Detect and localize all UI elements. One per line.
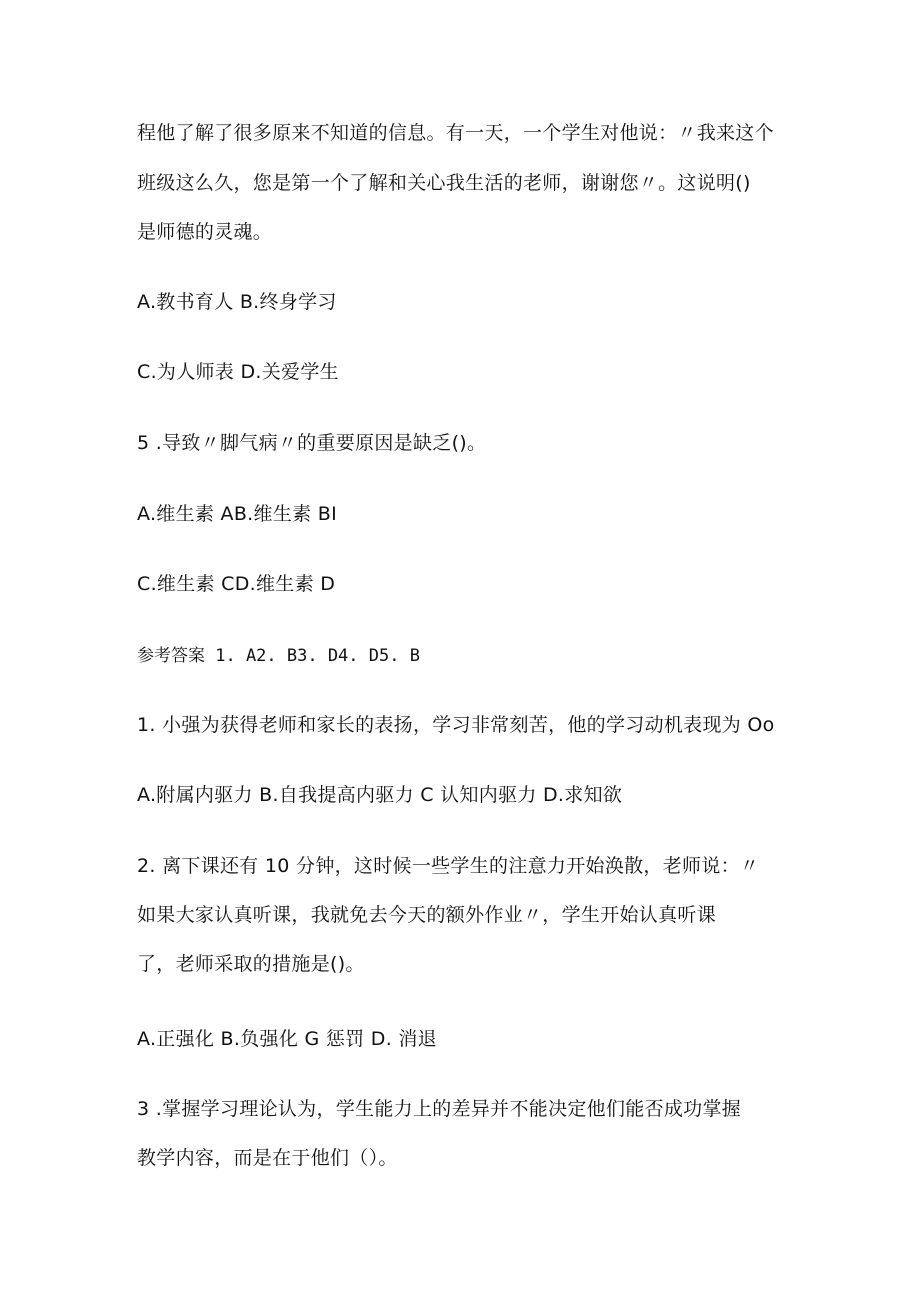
question-2-stem-line-2: 如果大家认真听课，我就免去今天的额外作业〃，学生开始认真听课 <box>137 904 717 926</box>
answer-key: 参考答案 1. A2. B3. D4. D5. B <box>137 646 420 666</box>
question-4-options-cd: C.为人师表 D.关爱学生 <box>137 361 339 383</box>
passage-line-2: 班级这么久，您是第一个了解和关心我生活的老师，谢谢您〃。这说明() <box>137 172 751 194</box>
question-5-options-ab: A.维生素 AB.维生素 BI <box>137 503 337 525</box>
passage-line-1: 程他了解了很多原来不知道的信息。有一天，一个学生对他说：〃我来这个 <box>137 122 774 144</box>
question-2-stem-line-1: 2. 离下课还有 10 分钟，这时候一些学生的注意力开始涣散，老师说：〃 <box>137 855 760 877</box>
question-5-options-cd: C.维生素 CD.维生素 D <box>137 573 336 595</box>
question-3-stem-line-2: 教学内容，而是在于他们（）。 <box>137 1147 398 1169</box>
passage-line-3: 是师德的灵魂。 <box>137 221 273 243</box>
question-3-stem-line-1: 3 .掌握学习理论认为，学生能力上的差异并不能决定他们能否成功掌握 <box>137 1098 742 1120</box>
question-1-stem: 1. 小强为获得老师和家长的表扬，学习非常刻苦，他的学习动机表现为 Oo <box>137 714 775 736</box>
question-2-stem-line-3: 了，老师采取的措施是()。 <box>137 953 365 975</box>
question-4-options-ab: A.教书育人 B.终身学习 <box>137 291 337 313</box>
question-5-stem: 5 .导致〃脚气病〃的重要原因是缺乏()。 <box>137 432 487 454</box>
question-2-options: A.正强化 B.负强化 G 惩罚 D. 消退 <box>137 1028 437 1050</box>
question-1-options: A.附属内驱力 B.自我提高内驱力 C 认知内驱力 D.求知欲 <box>137 784 623 806</box>
